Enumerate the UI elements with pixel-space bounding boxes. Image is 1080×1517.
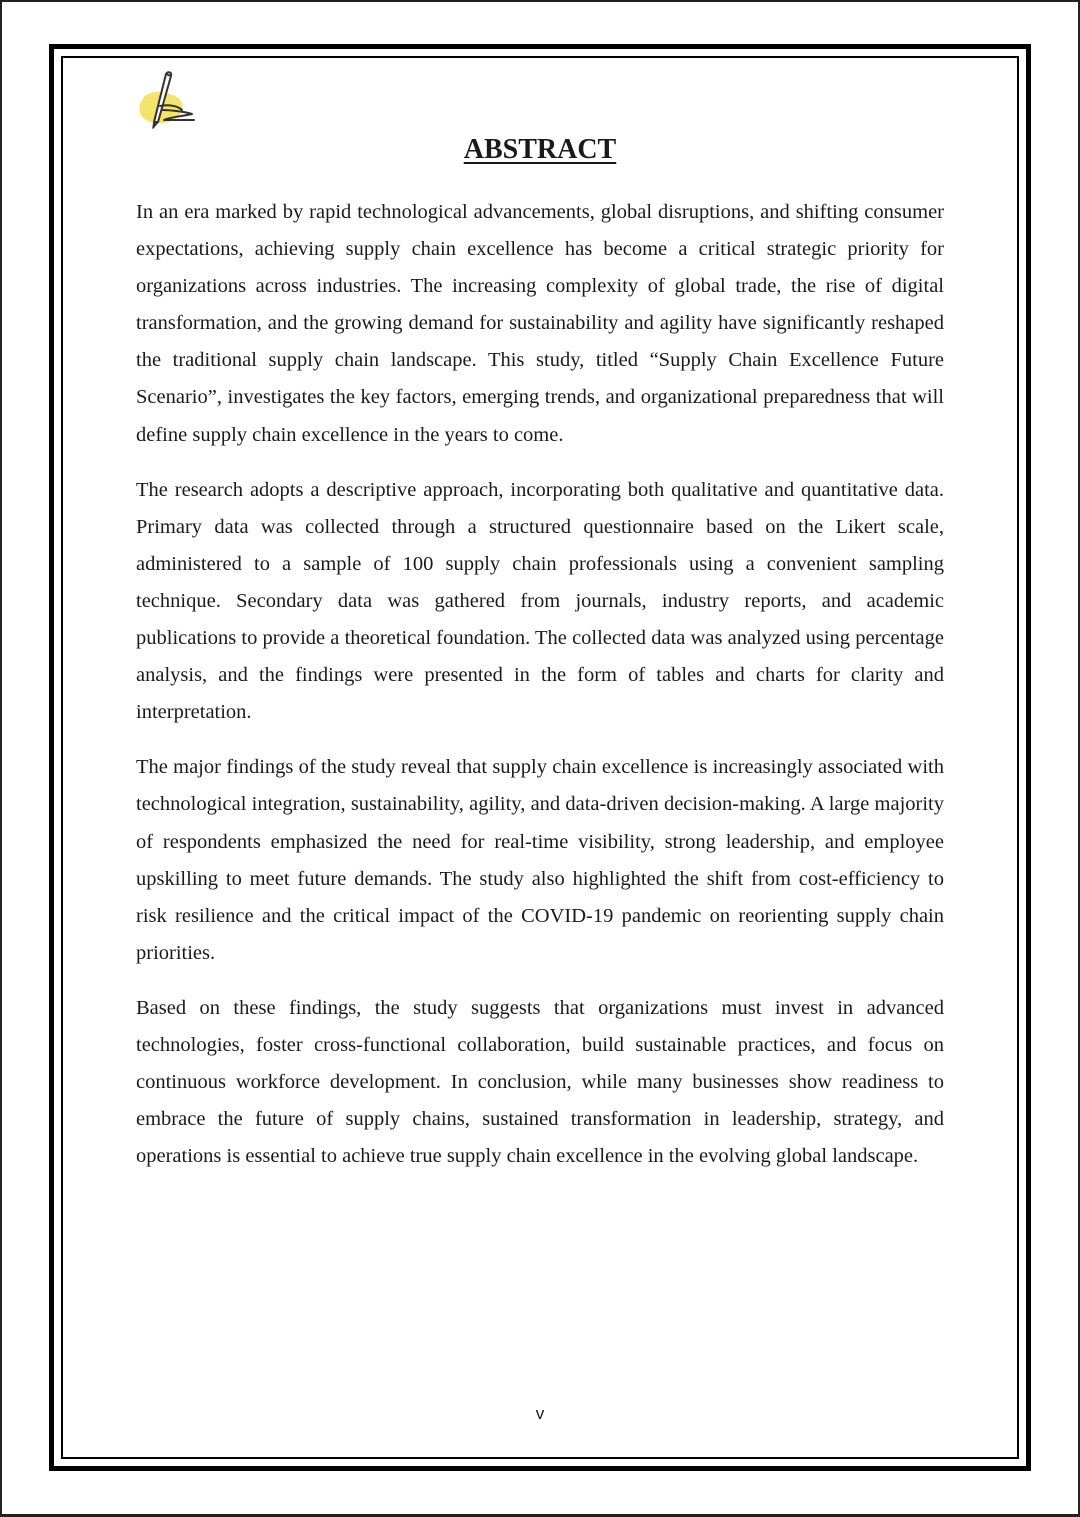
- paragraph: The research adopts a descriptive approach, incorporating both qualitative and quantitative data. Primary data was collected through a structured questionnaire based on the Likert scale, administered to a sample of 100 supply chain professionals using a convenient sampling technique. Secondary data was gathered from journals, industry reports, and academic publications to provide a theoretical foundation. The collected data was analyzed using percentage analysis, and the findings were presented in the form of tables and charts for clarity and interpretation.: [136, 478, 944, 724]
- page-title: ABSTRACT: [463, 134, 617, 165]
- abstract-body: [136, 194, 944, 1193]
- paragraph: The major findings of the study reveal that supply chain excellence is increasingly associated with technological integration, sustainability, agility, and data-driven decision-making. A large majority of respondents emphasized the need for real-time visibility, strong leadership, and employee upskilling to meet future demands. The study also highlighted the shift from cost-efficiency to risk resilience and the critical impact of the COVID-19 pandemic on reorienting supply chain priorities.: [136, 756, 944, 964]
- paragraph: In an era marked by rapid technological advancements, global disruptions, and shifting consumer expectations, achieving supply chain excellence has become a critical strategic priority for organizations across industries. The increasing complexity of global trade, the rise of digital transformation, and the growing demand for sustainability and agility have significantly reshaped the traditional supply chain landscape. This study, titled “Supply Chain Excellence Future Scenario”, investigates the key factors, emerging trends, and organizational preparedness that will define supply chain excellence in the years to come.: [136, 201, 944, 446]
- pen-writing-icon: [136, 70, 202, 132]
- paragraph: Based on these findings, the study suggests that organizations must invest in advanced technologies, foster cross-functional collaboration, build sustainable practices, and focus on continuous workforce development. In conclusion, while many businesses show readiness to embrace the future of supply chains, sustained transformation in leadership, strategy, and operations is essential to achieve true supply chain excellence in the evolving global landscape.: [136, 996, 944, 1168]
- page-number: v: [535, 1404, 545, 1423]
